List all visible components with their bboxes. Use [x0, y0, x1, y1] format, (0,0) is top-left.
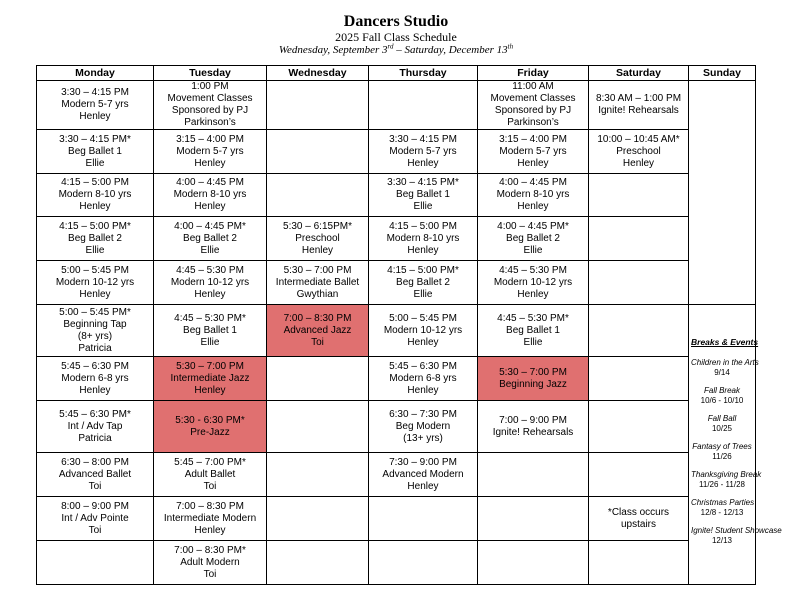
- class-time: 7:30 – 9:00 PM: [389, 456, 457, 468]
- class-detail: Henley: [79, 111, 111, 122]
- class-detail: Toi: [203, 480, 217, 492]
- class-time: 1:00 PM: [191, 81, 229, 92]
- class-time: 5:45 – 6:30 PM: [389, 360, 457, 372]
- event-date: 11/26 - 11/28: [699, 479, 745, 489]
- class-cell-thursday: [369, 453, 478, 497]
- class-detail: Henley: [517, 201, 549, 212]
- date-range-end: – Saturday, December 13: [393, 44, 508, 56]
- event-item: [691, 357, 759, 378]
- schedule-row: [37, 401, 756, 453]
- class-cell-saturday: [589, 497, 689, 541]
- class-cell-monday: [37, 174, 154, 217]
- class-detail: Modern 8-10 yrs: [496, 189, 570, 200]
- class-detail: Beg Ballet 2: [396, 276, 450, 288]
- class-detail: Modern 8-10 yrs: [173, 189, 247, 200]
- class-cell-thursday: [369, 401, 478, 453]
- day-header-row: [37, 66, 756, 81]
- class-detail: Beg Modern: [395, 420, 451, 432]
- class-cell-saturday: [589, 81, 689, 130]
- schedule-subtitle: 2025 Fall Class Schedule: [335, 30, 457, 44]
- event-name: Fall Ball: [707, 413, 737, 423]
- event-item: [691, 498, 753, 518]
- class-detail: Modern 6-8 yrs: [61, 372, 129, 384]
- class-detail: Ellie: [200, 244, 220, 256]
- day-header-friday: Friday: [478, 66, 589, 81]
- class-detail: Beg Ballet 2: [68, 232, 122, 244]
- class-cell-friday: [478, 401, 589, 453]
- class-time: 4:00 – 4:45 PM*: [174, 220, 246, 232]
- class-detail: Ellie: [523, 336, 543, 348]
- class-cell-monday: [37, 401, 154, 453]
- event-date: 12/8 - 12/13: [700, 507, 744, 517]
- class-cell-wednesday: [267, 81, 369, 130]
- class-cell-tuesday: [154, 261, 267, 305]
- class-cell-wednesday: [267, 305, 369, 357]
- class-detail: Adult Ballet: [184, 468, 236, 480]
- class-time: 4:45 – 5:30 PM: [176, 264, 244, 276]
- class-cell-monday: [37, 217, 154, 261]
- class-detail: Beginning Jazz: [499, 378, 567, 390]
- class-cell-friday: [478, 497, 589, 541]
- class-time: 5:00 – 5:45 PM: [61, 264, 129, 276]
- schedule-row: [37, 81, 756, 130]
- class-schedule-table: [36, 65, 782, 585]
- class-detail: Henley: [194, 157, 226, 169]
- class-detail: Modern 8-10 yrs: [58, 189, 132, 200]
- class-cell-tuesday: [154, 497, 267, 541]
- schedule-row: [37, 130, 756, 174]
- class-cell-friday: [478, 541, 589, 585]
- class-cell-monday: [37, 130, 154, 174]
- class-detail: Ellie: [413, 201, 433, 212]
- class-detail: Movement Classes: [490, 93, 576, 104]
- class-cell-monday: [37, 453, 154, 497]
- class-cell-wednesday: [267, 130, 369, 174]
- class-time: 4:45 – 5:30 PM*: [174, 312, 246, 324]
- class-cell-thursday: [369, 541, 478, 585]
- class-time: 8:00 – 9:00 PM: [61, 500, 129, 512]
- schedule-row: [37, 305, 756, 357]
- class-detail: Parkinson’s: [507, 117, 559, 128]
- class-time: 3:30 – 4:15 PM: [61, 87, 129, 98]
- class-detail: Adult Modern: [180, 556, 240, 568]
- class-time: 6:30 – 8:00 PM: [61, 456, 129, 468]
- class-detail: upstairs: [620, 518, 656, 530]
- class-detail: Modern 5-7 yrs: [499, 145, 567, 157]
- class-detail: Henley: [79, 288, 111, 300]
- event-name: Fall Break: [703, 385, 740, 395]
- class-detail: Henley: [517, 288, 549, 300]
- class-detail: Toi: [88, 480, 102, 492]
- class-cell-friday: [478, 305, 589, 357]
- class-detail: Modern 8-10 yrs: [386, 232, 460, 244]
- event-item: [691, 414, 753, 434]
- class-detail: Toi: [311, 336, 324, 348]
- class-time: 6:30 – 7:30 PM: [389, 408, 457, 420]
- class-detail: Pre-Jazz: [190, 426, 230, 438]
- event-item: [691, 469, 762, 490]
- day-header-monday: Monday: [37, 66, 154, 81]
- class-detail: Henley: [79, 201, 111, 212]
- class-detail: Modern 10-12 yrs: [170, 276, 250, 288]
- class-time: 7:00 – 8:30 PM: [176, 500, 244, 512]
- class-cell-wednesday: [267, 217, 369, 261]
- class-detail: Toi: [88, 524, 102, 536]
- class-detail: Gwythian: [296, 288, 339, 300]
- class-time: 7:00 – 8:30 PM*: [174, 544, 246, 556]
- class-cell-monday: [37, 541, 154, 585]
- class-cell-saturday: [589, 453, 689, 497]
- class-cell-friday: [478, 81, 589, 130]
- class-detail: Henley: [407, 384, 439, 396]
- class-detail: Modern 10-12 yrs: [383, 324, 463, 336]
- class-cell-monday: [37, 357, 154, 401]
- class-cell-monday: [37, 81, 154, 130]
- class-cell-saturday: [589, 174, 689, 217]
- class-detail: Int / Adv Tap: [67, 420, 123, 432]
- class-cell-saturday: [589, 541, 689, 585]
- class-time: 5:45 – 7:00 PM*: [174, 456, 246, 468]
- schedule-row: [37, 174, 756, 217]
- class-time: 5:45 – 6:30 PM*: [59, 408, 131, 420]
- schedule-row: [37, 453, 756, 497]
- class-detail: Henley: [194, 201, 226, 212]
- class-cell-friday: [478, 357, 589, 401]
- class-cell-thursday: [369, 357, 478, 401]
- class-time: 5:00 – 5:45 PM*: [59, 306, 131, 318]
- class-cell-thursday: [369, 261, 478, 305]
- event-item: [691, 525, 782, 546]
- class-cell-friday: [478, 217, 589, 261]
- class-detail: Parkinson’s: [184, 117, 236, 128]
- schedule-row: [37, 261, 756, 305]
- class-detail: Intermediate Jazz: [170, 372, 250, 384]
- class-detail: Henley: [407, 157, 439, 169]
- class-detail: Ignite! Rehearsals: [598, 105, 679, 116]
- class-detail: Henley: [194, 524, 226, 536]
- class-cell-saturday: [589, 130, 689, 174]
- class-cell-thursday: [369, 81, 478, 130]
- breaks-and-events: [689, 305, 782, 585]
- class-detail: Ellie: [200, 336, 220, 348]
- class-detail: Ellie: [523, 244, 543, 256]
- class-cell-tuesday: [154, 217, 267, 261]
- class-detail: Toi: [203, 568, 217, 580]
- class-detail: Modern 10-12 yrs: [55, 276, 135, 288]
- class-detail: Ellie: [413, 288, 433, 300]
- class-detail: Modern 10-12 yrs: [493, 276, 573, 288]
- class-cell-tuesday: [154, 453, 267, 497]
- event-item: [691, 442, 753, 462]
- class-detail: Henley: [517, 157, 549, 169]
- class-time: 5:45 – 6:30 PM: [61, 360, 129, 372]
- class-time: 4:00 – 4:45 PM: [499, 177, 567, 188]
- class-detail: Intermediate Ballet: [275, 276, 360, 288]
- class-detail: Advanced Modern: [382, 468, 464, 480]
- class-detail: Advanced Ballet: [58, 468, 132, 480]
- class-cell-tuesday: [154, 401, 267, 453]
- event-name: Fantasy of Trees: [692, 441, 752, 451]
- class-cell-saturday: [589, 357, 689, 401]
- class-time: 11:00 AM: [512, 81, 554, 92]
- class-cell-thursday: [369, 130, 478, 174]
- class-detail: Preschool: [295, 232, 340, 244]
- class-cell-tuesday: [154, 81, 267, 130]
- class-detail: Henley: [622, 157, 655, 169]
- event-name: Thanksgiving Break: [691, 469, 762, 479]
- class-detail: Ellie: [85, 157, 105, 169]
- studio-title: Dancers Studio: [343, 13, 449, 30]
- class-time: 4:15 – 5:00 PM: [61, 177, 129, 188]
- class-time: 5:30 – 6:15PM*: [283, 220, 352, 232]
- class-time: 3:30 – 4:15 PM*: [387, 177, 459, 188]
- class-cell-tuesday: [154, 174, 267, 217]
- schedule-row: [37, 217, 756, 261]
- class-time: 7:00 – 8:30 PM: [283, 312, 352, 324]
- class-time: 5:30 - 6:30 PM*: [175, 414, 245, 426]
- date-range-start-suffix: rd: [387, 42, 394, 51]
- class-time: 4:45 – 5:30 PM*: [497, 312, 569, 324]
- class-cell-wednesday: [267, 174, 369, 217]
- class-time: 3:30 – 4:15 PM*: [59, 133, 131, 145]
- class-cell-saturday: [589, 261, 689, 305]
- class-detail: (13+ yrs): [403, 432, 443, 444]
- class-detail: Patricia: [78, 432, 112, 444]
- class-cell-tuesday: [154, 541, 267, 585]
- event-date: 10/25: [711, 423, 733, 433]
- class-detail: Beg Ballet 1: [506, 324, 560, 336]
- class-cell-thursday: [369, 305, 478, 357]
- event-item: [691, 386, 753, 406]
- class-cell-tuesday: [154, 130, 267, 174]
- class-detail: Henley: [194, 288, 226, 300]
- class-cell-wednesday: [267, 497, 369, 541]
- date-range: [0, 44, 792, 57]
- class-cell-wednesday: [267, 453, 369, 497]
- class-detail: Int / Adv Pointe: [61, 512, 129, 524]
- day-header-thursday: Thursday: [369, 66, 478, 81]
- class-time: 3:15 – 4:00 PM: [499, 133, 567, 145]
- class-cell-friday: [478, 453, 589, 497]
- breaks-events-title: Breaks & Events: [691, 336, 759, 347]
- event-date: 10/6 - 10/10: [700, 395, 744, 405]
- class-detail: Beg Ballet 1: [183, 324, 237, 336]
- class-detail: (8+ yrs): [77, 330, 113, 342]
- class-time: 8:30 AM – 1:00 PM: [595, 93, 682, 104]
- class-time: 4:15 – 5:00 PM*: [387, 264, 459, 276]
- class-detail: Beg Ballet 1: [68, 145, 122, 157]
- class-cell-tuesday: [154, 305, 267, 357]
- day-header-tuesday: Tuesday: [154, 66, 267, 81]
- class-detail: Modern 6-8 yrs: [389, 372, 457, 384]
- class-detail: Henley: [301, 244, 334, 256]
- class-detail: Preschool: [616, 145, 661, 157]
- class-detail: Henley: [407, 244, 439, 256]
- event-date: 9/14: [714, 367, 730, 377]
- class-detail: Beg Ballet 2: [506, 232, 560, 244]
- class-time: 4:00 – 4:45 PM*: [497, 220, 569, 232]
- class-time: 5:30 – 7:00 PM: [176, 360, 244, 372]
- class-cell-monday: [37, 497, 154, 541]
- class-time: *Class occurs: [607, 506, 670, 518]
- event-name: Christmas Parties: [691, 497, 755, 507]
- class-cell-monday: [37, 305, 154, 357]
- class-cell-friday: [478, 261, 589, 305]
- class-detail: Ignite! Rehearsals: [492, 426, 574, 438]
- class-detail: Movement Classes: [167, 93, 253, 104]
- schedule-row: [37, 497, 756, 541]
- class-cell-thursday: [369, 217, 478, 261]
- event-name: Children in the Arts: [691, 357, 759, 367]
- class-detail: Intermediate Modern: [163, 512, 257, 524]
- class-cell-friday: [478, 174, 589, 217]
- day-header-saturday: Saturday: [589, 66, 689, 81]
- schedule-row: [37, 541, 756, 585]
- event-name: Ignite! Student Showcase: [691, 525, 782, 535]
- class-detail: Henley: [407, 336, 439, 348]
- day-header-sunday: Sunday: [689, 66, 756, 81]
- class-cell-saturday: [589, 305, 689, 357]
- class-time: 3:30 – 4:15 PM: [389, 133, 457, 145]
- class-cell-thursday: [369, 174, 478, 217]
- class-cell-wednesday: [267, 357, 369, 401]
- class-detail: Henley: [194, 384, 226, 396]
- class-cell-saturday: [589, 217, 689, 261]
- class-detail: Sponsored by PJ: [494, 105, 572, 116]
- class-detail: Modern 5-7 yrs: [389, 145, 457, 157]
- class-cell-wednesday: [267, 261, 369, 305]
- event-date: 12/13: [711, 535, 733, 545]
- class-cell-sunday: [689, 81, 756, 305]
- class-time: 4:15 – 5:00 PM: [389, 220, 457, 232]
- class-time: 5:00 – 5:45 PM: [389, 312, 457, 324]
- class-cell-thursday: [369, 497, 478, 541]
- class-time: 3:15 – 4:00 PM: [176, 133, 244, 145]
- class-detail: Ellie: [85, 244, 105, 256]
- class-cell-tuesday: [154, 357, 267, 401]
- class-detail: Advanced Jazz: [283, 324, 352, 336]
- day-header-wednesday: Wednesday: [267, 66, 369, 81]
- class-time: 4:15 – 5:00 PM*: [59, 220, 131, 232]
- date-range-end-suffix: th: [507, 42, 514, 51]
- class-cell-saturday: [589, 401, 689, 453]
- class-time: 5:30 – 7:00 PM: [499, 366, 567, 378]
- class-detail: Beg Ballet 1: [396, 189, 450, 200]
- class-detail: Henley: [407, 480, 439, 492]
- class-detail: Modern 5-7 yrs: [176, 145, 244, 157]
- class-cell-wednesday: [267, 401, 369, 453]
- class-detail: Modern 5-7 yrs: [61, 99, 129, 110]
- class-time: 5:30 – 7:00 PM: [283, 264, 352, 276]
- date-range-start: Wednesday, September 3: [278, 44, 388, 56]
- class-detail: Patricia: [78, 342, 112, 354]
- class-time: 10:00 – 10:45 AM*: [597, 133, 680, 145]
- class-time: 7:00 – 9:00 PM: [499, 414, 567, 426]
- class-cell-friday: [478, 130, 589, 174]
- class-time: 4:45 – 5:30 PM: [499, 264, 567, 276]
- class-time: 4:00 – 4:45 PM: [176, 177, 244, 188]
- class-cell-monday: [37, 261, 154, 305]
- schedule-row: [37, 357, 756, 401]
- class-detail: Beg Ballet 2: [183, 232, 237, 244]
- class-detail: Sponsored by PJ: [171, 105, 249, 116]
- class-cell-wednesday: [267, 541, 369, 585]
- document-header: [0, 12, 792, 57]
- class-detail: Beginning Tap: [63, 318, 127, 330]
- event-date: 11/26: [712, 451, 732, 461]
- class-detail: Henley: [79, 384, 111, 396]
